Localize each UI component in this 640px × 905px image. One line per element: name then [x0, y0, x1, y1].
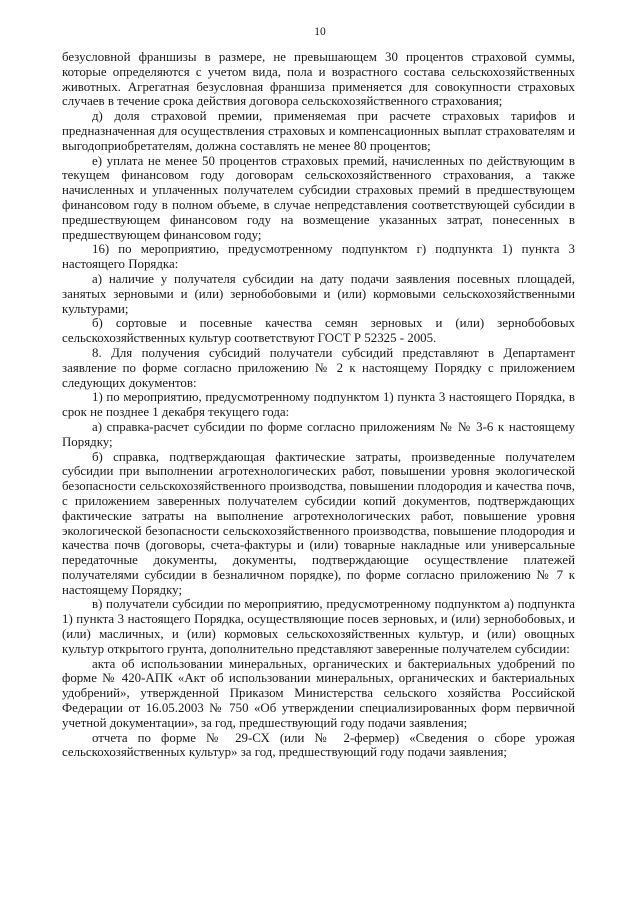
paragraph-item-b-seeds: б) сортовые и посевные качества семян зерновых и (или) зернобобовых сельскохозяйственных культур соответствуют ГОСТ Р 52325 - 2005.: [62, 316, 575, 346]
paragraph-item-e: е) уплата не менее 50 процентов страховых премий, начисленных по действующим в текущем финансовом году договорам сельскохозяйственного страхования, а также начисленных и уплаченных получателем субсидии страховых премий в предшествующем финансовом году в полном объеме, в случае непредставления соответствующей субсидии в предшествующем финансовом году на возмещение указанных затрат, понесенных в предшествующем финансовом году;: [62, 153, 575, 242]
paragraph-item-b-costs: б) справка, подтверждающая фактические затраты, произведенные получателем субсидии при выполнении агротехнологических работ, повышении уровня экологической безопасности сельскохозяйственного производства, повышении плодородия и качества почв, с приложением заверенных получателем субсидии копий документов, подтверждающих фактические затраты на выполнение агротехнологических работ, повышение уровня экологической безопасности сельскохозяйственного производства, повышение плодородия и качества почв (договоры, счета-фактуры и (или) товарные накладные или универсальные передаточные документы, документы, подтверждающие осуществление платежей получателями субсидии в безналичном порядке), по форме согласно приложению № 7 к настоящему Порядку;: [62, 449, 575, 597]
paragraph-item-v-recipients: в) получатели субсидии по мероприятию, предусмотренному подпунктом а) подпункта 1) пункта 3 настоящего Порядка, осуществляющие посев зерновых, и (или) зернобобовых, и (или) масличных, и (или) кормовых сельскохозяйственных культур, и (или) овощных культур открытого грунта, дополнительно представляют заверенные получателем субсидии:: [62, 597, 575, 656]
document-body: [62, 50, 575, 760]
paragraph-item-a-crops: а) наличие у получателя субсидии на дату подачи заявления посевных площадей, занятых зерновыми и (или) зернобобовыми и (или) кормовыми сельскохозяйственными культурами;: [62, 271, 575, 316]
paragraph-item-a-calculation: а) справка-расчет субсидии по форме согласно приложениям № № 3-6 к настоящему Порядку;: [62, 419, 575, 449]
paragraph-harvest-report: отчета по форме № 29-СХ (или № 2-фермер) «Сведения о сборе урожая сельскохозяйственных культур» за год, предшествующий году подачи заявления;: [62, 730, 575, 760]
paragraph-section-8: 8. Для получения субсидий получатели субсидий представляют в Департамент заявление по форме согласно приложению № 2 к настоящему Порядку с приложением следующих документов:: [62, 345, 575, 390]
page-number: 10: [314, 26, 326, 38]
paragraph-item-d: д) доля страховой премии, применяемая при расчете страховых тарифов и предназначенная для осуществления страховых и компенсационных выплат страхователям и выгодоприобретателям, должна составлять не менее 80 процентов;: [62, 109, 575, 153]
paragraph-item-1-deadline: 1) по мероприятию, предусмотренному подпунктом 1) пункта 3 настоящего Порядка, в срок не позднее 1 декабря текущего года:: [62, 390, 575, 420]
paragraph-fertilizer-act: акта об использовании минеральных, органических и бактериальных удобрений по форме № 420-АПК «Акт об использовании минеральных, органических и бактериальных удобрений», утвержденной Приказом Министерства сельского хозяйства Российской Федерации от 16.05.2003 № 750 «Об утверждении специализированных форм первичной учетной документации», за год, предшествующий году подачи заявления;: [62, 656, 575, 730]
paragraph-item-16: 16) по мероприятию, предусмотренному подпунктом г) подпункта 1) пункта 3 настоящего Порядка:: [62, 242, 575, 272]
paragraph-franchise-continuation: безусловной франшизы в размере, не превышающем 30 процентов страховой суммы, которые определяются с учетом вида, пола и возрастного состава сельскохозяйственных животных. Агрегатная безусловная франшиза применяется для совокупности страховых случаев в течение срока действия договора сельскохозяйственного страхования;: [62, 50, 575, 109]
